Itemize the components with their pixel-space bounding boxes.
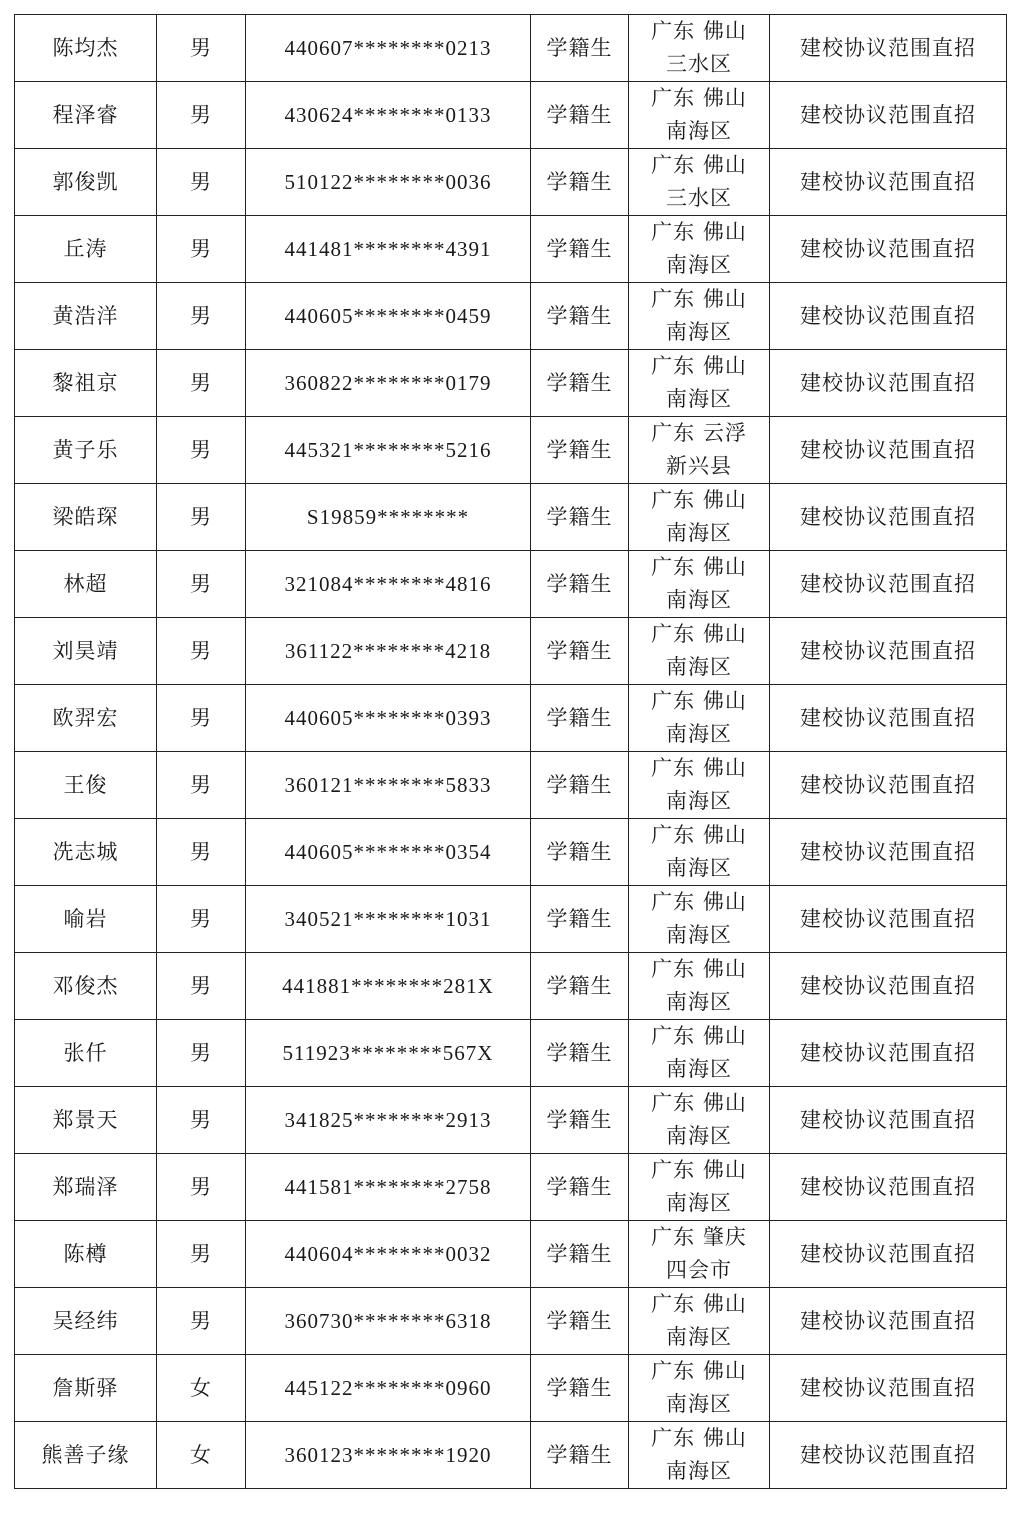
table-row <box>15 1422 1007 1489</box>
region-province-city: 广东 佛山 <box>651 1292 747 1316</box>
region-cell <box>629 886 770 953</box>
table-row <box>15 1020 1007 1087</box>
region-province-city: 广东 云浮 <box>651 421 747 445</box>
region-province-city: 广东 佛山 <box>651 220 747 244</box>
admission-method-cell: 建校协议范围直招 <box>770 216 1007 283</box>
enrollment-status-cell: 学籍生 <box>531 15 629 82</box>
student-name-cell: 冼志城 <box>15 819 157 886</box>
gender-cell: 男 <box>157 350 246 417</box>
id-number-cell: 511923********567X <box>246 1020 531 1087</box>
admission-method-cell: 建校协议范围直招 <box>770 618 1007 685</box>
region-province-city: 广东 佛山 <box>651 488 747 512</box>
region-province-city: 广东 佛山 <box>651 86 747 110</box>
admission-method-cell: 建校协议范围直招 <box>770 1154 1007 1221</box>
id-number-cell: S19859******** <box>246 484 531 551</box>
enrollment-status-cell: 学籍生 <box>531 953 629 1020</box>
enrollment-status-cell: 学籍生 <box>531 82 629 149</box>
table-row <box>15 350 1007 417</box>
table-row <box>15 1087 1007 1154</box>
admission-method-cell: 建校协议范围直招 <box>770 1422 1007 1489</box>
id-number-cell: 440604********0032 <box>246 1221 531 1288</box>
gender-cell: 男 <box>157 1020 246 1087</box>
region-district: 南海区 <box>666 789 732 813</box>
region-province-city: 广东 佛山 <box>651 1359 747 1383</box>
student-name-cell: 欧羿宏 <box>15 685 157 752</box>
region-cell <box>629 283 770 350</box>
table-row <box>15 283 1007 350</box>
region-cell <box>629 819 770 886</box>
region-district: 南海区 <box>666 387 732 411</box>
table-row <box>15 551 1007 618</box>
region-district: 南海区 <box>666 1392 732 1416</box>
region-cell <box>629 417 770 484</box>
student-name-cell: 黄浩洋 <box>15 283 157 350</box>
region-district: 南海区 <box>666 722 732 746</box>
region-province-city: 广东 佛山 <box>651 622 747 646</box>
region-province-city: 广东 佛山 <box>651 957 747 981</box>
id-number-cell: 361122********4218 <box>246 618 531 685</box>
enrollment-status-cell: 学籍生 <box>531 886 629 953</box>
region-province-city: 广东 佛山 <box>651 1426 747 1450</box>
gender-cell: 女 <box>157 1355 246 1422</box>
table-row <box>15 1288 1007 1355</box>
gender-cell: 男 <box>157 551 246 618</box>
region-district: 南海区 <box>666 119 732 143</box>
region-province-city: 广东 佛山 <box>651 823 747 847</box>
enrollment-status-cell: 学籍生 <box>531 1020 629 1087</box>
enrollment-status-cell: 学籍生 <box>531 1087 629 1154</box>
region-cell <box>629 484 770 551</box>
region-province-city: 广东 佛山 <box>651 1024 747 1048</box>
gender-cell: 男 <box>157 417 246 484</box>
region-cell <box>629 1288 770 1355</box>
student-name-cell: 黄子乐 <box>15 417 157 484</box>
region-district: 南海区 <box>666 655 732 679</box>
id-number-cell: 360730********6318 <box>246 1288 531 1355</box>
gender-cell: 男 <box>157 82 246 149</box>
enrollment-status-cell: 学籍生 <box>531 283 629 350</box>
region-district: 南海区 <box>666 923 732 947</box>
student-roster-table <box>14 14 1007 1489</box>
region-district: 南海区 <box>666 320 732 344</box>
gender-cell: 男 <box>157 618 246 685</box>
enrollment-status-cell: 学籍生 <box>531 1288 629 1355</box>
region-district: 新兴县 <box>666 454 732 478</box>
enrollment-status-cell: 学籍生 <box>531 1221 629 1288</box>
region-cell <box>629 953 770 1020</box>
id-number-cell: 430624********0133 <box>246 82 531 149</box>
id-number-cell: 340521********1031 <box>246 886 531 953</box>
admission-method-cell: 建校协议范围直招 <box>770 1087 1007 1154</box>
table-row <box>15 819 1007 886</box>
gender-cell: 男 <box>157 149 246 216</box>
admission-method-cell: 建校协议范围直招 <box>770 886 1007 953</box>
region-cell <box>629 1221 770 1288</box>
table-row <box>15 15 1007 82</box>
admission-method-cell: 建校协议范围直招 <box>770 551 1007 618</box>
admission-method-cell: 建校协议范围直招 <box>770 15 1007 82</box>
enrollment-status-cell: 学籍生 <box>531 819 629 886</box>
id-number-cell: 445321********5216 <box>246 417 531 484</box>
admission-method-cell: 建校协议范围直招 <box>770 1020 1007 1087</box>
admission-method-cell: 建校协议范围直招 <box>770 1355 1007 1422</box>
region-district: 四会市 <box>666 1258 732 1282</box>
region-district: 南海区 <box>666 1325 732 1349</box>
student-name-cell: 张仟 <box>15 1020 157 1087</box>
region-province-city: 广东 肇庆 <box>651 1225 747 1249</box>
region-district: 三水区 <box>666 52 732 76</box>
student-name-cell: 詹斯驿 <box>15 1355 157 1422</box>
id-number-cell: 341825********2913 <box>246 1087 531 1154</box>
table-row <box>15 417 1007 484</box>
gender-cell: 男 <box>157 15 246 82</box>
student-name-cell: 郑瑞泽 <box>15 1154 157 1221</box>
id-number-cell: 440605********0393 <box>246 685 531 752</box>
region-district: 南海区 <box>666 1459 732 1483</box>
admission-method-cell: 建校协议范围直招 <box>770 953 1007 1020</box>
gender-cell: 男 <box>157 1221 246 1288</box>
region-cell <box>629 1020 770 1087</box>
admission-method-cell: 建校协议范围直招 <box>770 149 1007 216</box>
region-province-city: 广东 佛山 <box>651 689 747 713</box>
id-number-cell: 360123********1920 <box>246 1422 531 1489</box>
student-name-cell: 郑景天 <box>15 1087 157 1154</box>
gender-cell: 男 <box>157 886 246 953</box>
region-province-city: 广东 佛山 <box>651 19 747 43</box>
table-row <box>15 1154 1007 1221</box>
admission-method-cell: 建校协议范围直招 <box>770 819 1007 886</box>
gender-cell: 男 <box>157 1154 246 1221</box>
region-province-city: 广东 佛山 <box>651 890 747 914</box>
admission-method-cell: 建校协议范围直招 <box>770 82 1007 149</box>
region-cell <box>629 618 770 685</box>
enrollment-status-cell: 学籍生 <box>531 484 629 551</box>
region-province-city: 广东 佛山 <box>651 1091 747 1115</box>
region-cell <box>629 1154 770 1221</box>
region-cell <box>629 350 770 417</box>
student-name-cell: 林超 <box>15 551 157 618</box>
region-district: 南海区 <box>666 990 732 1014</box>
admission-method-cell: 建校协议范围直招 <box>770 417 1007 484</box>
gender-cell: 男 <box>157 685 246 752</box>
enrollment-status-cell: 学籍生 <box>531 350 629 417</box>
table-row <box>15 685 1007 752</box>
region-cell <box>629 149 770 216</box>
student-name-cell: 熊善子缘 <box>15 1422 157 1489</box>
region-cell <box>629 685 770 752</box>
student-name-cell: 陈均杰 <box>15 15 157 82</box>
student-name-cell: 丘涛 <box>15 216 157 283</box>
student-name-cell: 邓俊杰 <box>15 953 157 1020</box>
region-cell <box>629 752 770 819</box>
student-name-cell: 黎祖京 <box>15 350 157 417</box>
roster-body <box>15 15 1007 1489</box>
enrollment-status-cell: 学籍生 <box>531 1154 629 1221</box>
id-number-cell: 441881********281X <box>246 953 531 1020</box>
student-name-cell: 刘昊靖 <box>15 618 157 685</box>
enrollment-status-cell: 学籍生 <box>531 551 629 618</box>
region-cell <box>629 1087 770 1154</box>
student-name-cell: 喻岩 <box>15 886 157 953</box>
table-row <box>15 953 1007 1020</box>
id-number-cell: 445122********0960 <box>246 1355 531 1422</box>
enrollment-status-cell: 学籍生 <box>531 216 629 283</box>
admission-method-cell: 建校协议范围直招 <box>770 685 1007 752</box>
student-name-cell: 郭俊凯 <box>15 149 157 216</box>
enrollment-status-cell: 学籍生 <box>531 149 629 216</box>
table-row <box>15 618 1007 685</box>
student-name-cell: 王俊 <box>15 752 157 819</box>
table-row <box>15 1355 1007 1422</box>
gender-cell: 女 <box>157 1422 246 1489</box>
table-row <box>15 484 1007 551</box>
region-cell <box>629 1422 770 1489</box>
region-province-city: 广东 佛山 <box>651 756 747 780</box>
region-cell <box>629 216 770 283</box>
region-cell <box>629 1355 770 1422</box>
region-province-city: 广东 佛山 <box>651 1158 747 1182</box>
admission-method-cell: 建校协议范围直招 <box>770 283 1007 350</box>
region-cell <box>629 82 770 149</box>
admission-method-cell: 建校协议范围直招 <box>770 752 1007 819</box>
id-number-cell: 321084********4816 <box>246 551 531 618</box>
id-number-cell: 440607********0213 <box>246 15 531 82</box>
enrollment-status-cell: 学籍生 <box>531 685 629 752</box>
student-name-cell: 陈樽 <box>15 1221 157 1288</box>
gender-cell: 男 <box>157 484 246 551</box>
id-number-cell: 440605********0459 <box>246 283 531 350</box>
region-district: 南海区 <box>666 1191 732 1215</box>
table-row <box>15 752 1007 819</box>
gender-cell: 男 <box>157 953 246 1020</box>
gender-cell: 男 <box>157 752 246 819</box>
admission-method-cell: 建校协议范围直招 <box>770 1221 1007 1288</box>
id-number-cell: 440605********0354 <box>246 819 531 886</box>
admission-method-cell: 建校协议范围直招 <box>770 1288 1007 1355</box>
enrollment-status-cell: 学籍生 <box>531 752 629 819</box>
id-number-cell: 441481********4391 <box>246 216 531 283</box>
student-name-cell: 吴经纬 <box>15 1288 157 1355</box>
gender-cell: 男 <box>157 1288 246 1355</box>
region-province-city: 广东 佛山 <box>651 555 747 579</box>
table-row <box>15 149 1007 216</box>
table-row <box>15 82 1007 149</box>
region-district: 三水区 <box>666 186 732 210</box>
region-district: 南海区 <box>666 521 732 545</box>
region-province-city: 广东 佛山 <box>651 153 747 177</box>
region-district: 南海区 <box>666 1124 732 1148</box>
gender-cell: 男 <box>157 283 246 350</box>
table-row <box>15 216 1007 283</box>
enrollment-status-cell: 学籍生 <box>531 1422 629 1489</box>
table-row <box>15 1221 1007 1288</box>
region-province-city: 广东 佛山 <box>651 354 747 378</box>
enrollment-status-cell: 学籍生 <box>531 1355 629 1422</box>
region-district: 南海区 <box>666 253 732 277</box>
id-number-cell: 441581********2758 <box>246 1154 531 1221</box>
region-district: 南海区 <box>666 856 732 880</box>
student-name-cell: 程泽睿 <box>15 82 157 149</box>
gender-cell: 男 <box>157 216 246 283</box>
id-number-cell: 510122********0036 <box>246 149 531 216</box>
region-cell <box>629 551 770 618</box>
admission-method-cell: 建校协议范围直招 <box>770 484 1007 551</box>
region-province-city: 广东 佛山 <box>651 287 747 311</box>
id-number-cell: 360121********5833 <box>246 752 531 819</box>
gender-cell: 男 <box>157 819 246 886</box>
region-district: 南海区 <box>666 1057 732 1081</box>
region-cell <box>629 15 770 82</box>
region-district: 南海区 <box>666 588 732 612</box>
enrollment-status-cell: 学籍生 <box>531 417 629 484</box>
admission-method-cell: 建校协议范围直招 <box>770 350 1007 417</box>
gender-cell: 男 <box>157 1087 246 1154</box>
student-name-cell: 梁皓琛 <box>15 484 157 551</box>
table-row <box>15 886 1007 953</box>
id-number-cell: 360822********0179 <box>246 350 531 417</box>
enrollment-status-cell: 学籍生 <box>531 618 629 685</box>
